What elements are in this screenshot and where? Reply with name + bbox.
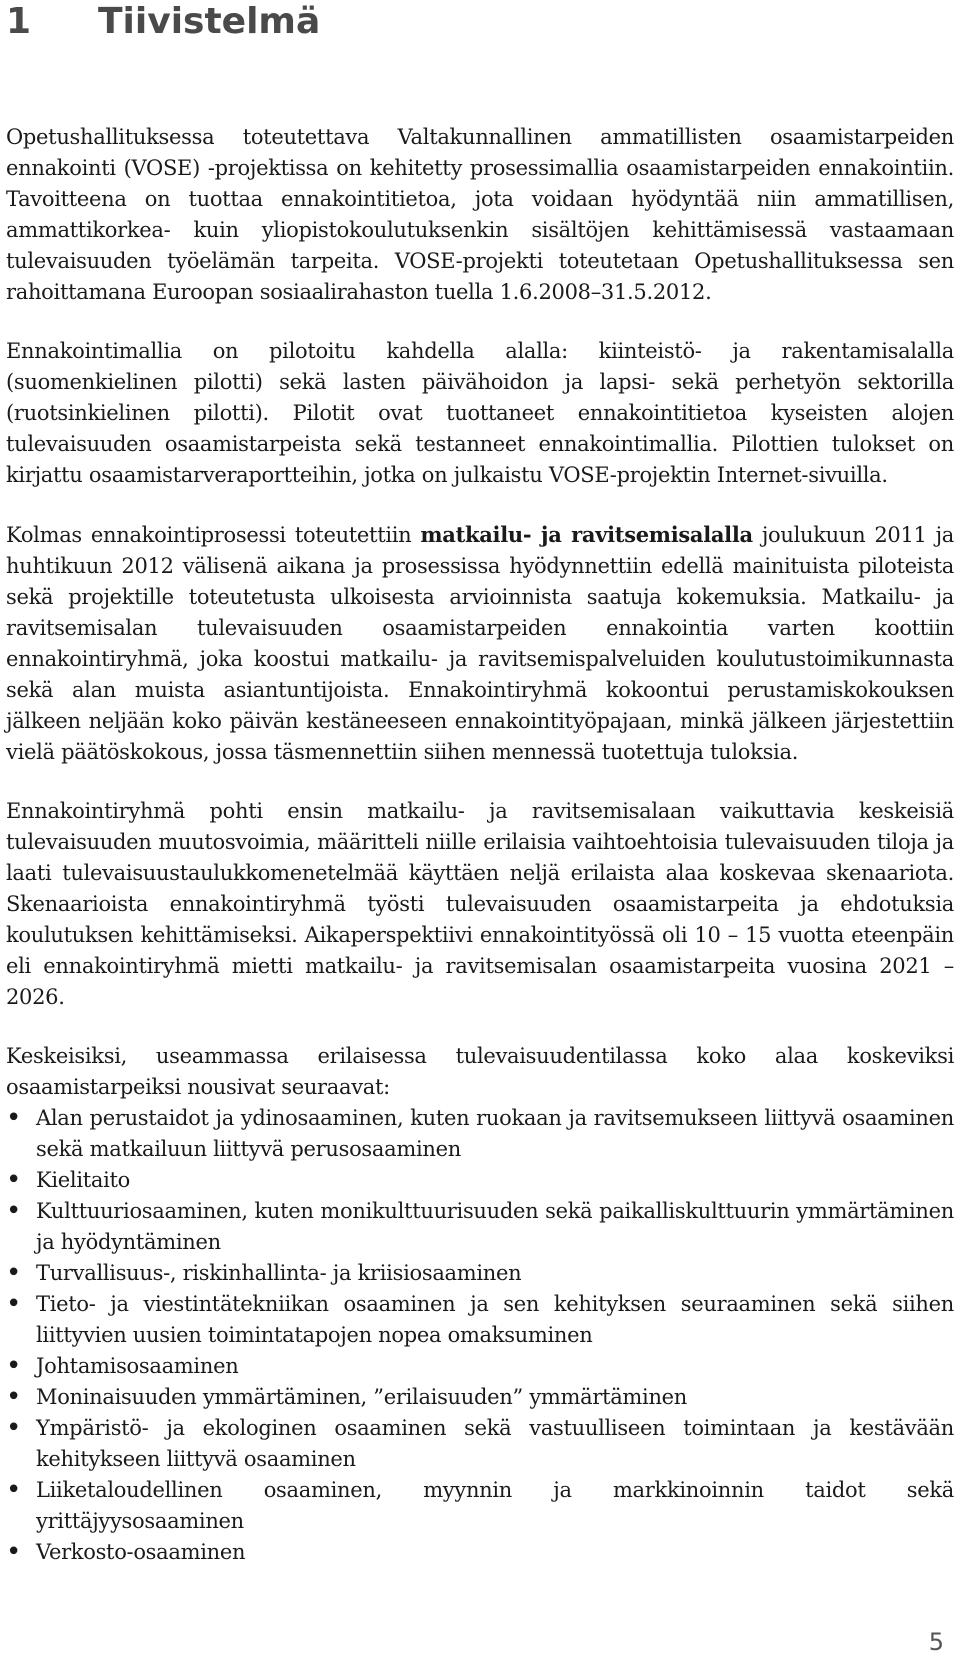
paragraph-intro: Opetushallituksessa toteutettava Valtakunnallinen ammatillisten osaamistarpeiden ennakointi (VOSE) -projektissa on kehitetty prosessimallia osaamistarpeiden ennakointiin. Tavoitteena on tuottaa ennakointitietoa, jota voidaan hyödyntää niin ammatillisen, ammattikorkea- kuin yliopistokoulutuksenkin sisältöjen kehittämisessä vastaamaan tulevaisuuden työelämän tarpeita. VOSE-projekti toteutetaan Opetushallituksessa sen rahoittamana Euroopan sosiaalirahaston tuella 1.6.2008–31.5.2012. bbox=[6, 125, 954, 304]
page-number: 5 bbox=[928, 1628, 944, 1656]
highlighted-field: matkailu- ja ravitsemisalalla bbox=[420, 522, 753, 547]
list-item: • Kielitaito bbox=[6, 1165, 954, 1196]
paragraph-list-intro: Keskeisiksi, useammassa erilaisessa tulevaisuudentilassa koko alaa koskeviksi osaamistarpeiksi nousivat seuraavat: bbox=[6, 1044, 954, 1099]
document-body bbox=[6, 122, 954, 1568]
section-heading bbox=[6, 0, 320, 44]
paragraph-third-process bbox=[6, 519, 954, 768]
paragraph-third-process-start: Kolmas ennakointiprosessi toteutettiin bbox=[6, 523, 421, 547]
list-item: • Tieto- ja viestintätekniikan osaaminen ja sen kehityksen seuraaminen sekä siihen liittyvien uusien toimintatapojen nopea omaksuminen bbox=[6, 1289, 954, 1351]
list-item: • Turvallisuus-, riskinhallinta- ja kriisiosaaminen bbox=[6, 1258, 954, 1289]
section-number: 1 bbox=[6, 1, 32, 42]
list-item: • Alan perustaidot ja ydinosaaminen, kuten ruokaan ja ravitsemukseen liittyvä osaaminen sekä matkailuun liittyvä perusosaaminen bbox=[6, 1103, 954, 1165]
section-title: Tiivistelmä bbox=[98, 1, 321, 42]
list-item: • Verkosto-osaaminen bbox=[6, 1537, 954, 1568]
paragraph-method: Ennakointiryhmä pohti ensin matkailu- ja ravitsemisalaan vaikuttavia keskeisiä tulevaisuuden muutosvoimia, määritteli niille erilaisia vaihtoehtoisia tulevaisuuden tiloja ja laati tulevaisuustaulukkomenetelmää käyttäen neljä erilaista alaa koskevaa skenaariota. Skenaarioista ennakointiryhmä työsti tulevaisuuden osaamistarpeita ja ehdotuksia koulutuksen kehittämiseksi. Aikaperspektiivi ennakointityössä oli 10 – 15 vuotta eteenpäin eli ennakointiryhmä mietti matkailu- ja ravitsemisalan osaamistarpeita vuosina 2021 – 2026. bbox=[6, 799, 954, 1009]
list-item: • Liiketaloudellinen osaaminen, myynnin ja markkinoinnin taidot sekä yrittäjyysosaaminen bbox=[6, 1475, 954, 1537]
paragraph-third-process-rest: joulukuun 2011 ja huhtikuun 2012 välisenä aikana ja prosessissa hyödynnettiin edellä mainituista piloteista sekä projektille toteutetusta ulkoisesta arvioinnista saatuja kokemuksia. Matkailu- ja ravitsemisalan tulevaisuuden osaamistarpeiden ennakointia varten koottiin ennakointiryhmä, joka koostui matkailu- ja ravitsemispalveluiden koulutustoimikunnasta sekä alan muista asiantuntijoista. Ennakointiryhmä kokoontui perustamiskokouksen jälkeen neljään koko päivän kestäneeseen ennakointityöpajaan, minkä jälkeen järjestettiin vielä päätöskokous, jossa täsmennettiin siihen mennessä tuotettuja tuloksia. bbox=[6, 523, 954, 764]
paragraph-pilots: Ennakointimallia on pilotoitu kahdella alalla: kiinteistö- ja rakentamisalalla (suomenkielinen pilotti) sekä lasten päivähoidon ja lapsi- sekä perhetyön sektorilla (ruotsinkielinen pilotti). Pilotit ovat tuottaneet ennakointitietoa kyseisten alojen tulevaisuuden osaamistarpeista sekä testanneet ennakointimallia. Pilottien tulokset on kirjattu osaamistarveraportteihin, jotka on julkaistu VOSE-projektin Internet-sivuilla. bbox=[6, 339, 954, 487]
competence-list bbox=[6, 1103, 954, 1568]
list-item: • Ympäristö- ja ekologinen osaaminen sekä vastuulliseen toimintaan ja kestävään kehitykseen liittyvä osaaminen bbox=[6, 1413, 954, 1475]
list-item: • Kulttuuriosaaminen, kuten monikulttuurisuuden sekä paikalliskulttuurin ymmärtäminen ja hyödyntäminen bbox=[6, 1196, 954, 1258]
list-item: • Johtamisosaaminen bbox=[6, 1351, 954, 1382]
list-item: • Moninaisuuden ymmärtäminen, ”erilaisuuden” ymmärtäminen bbox=[6, 1382, 954, 1413]
